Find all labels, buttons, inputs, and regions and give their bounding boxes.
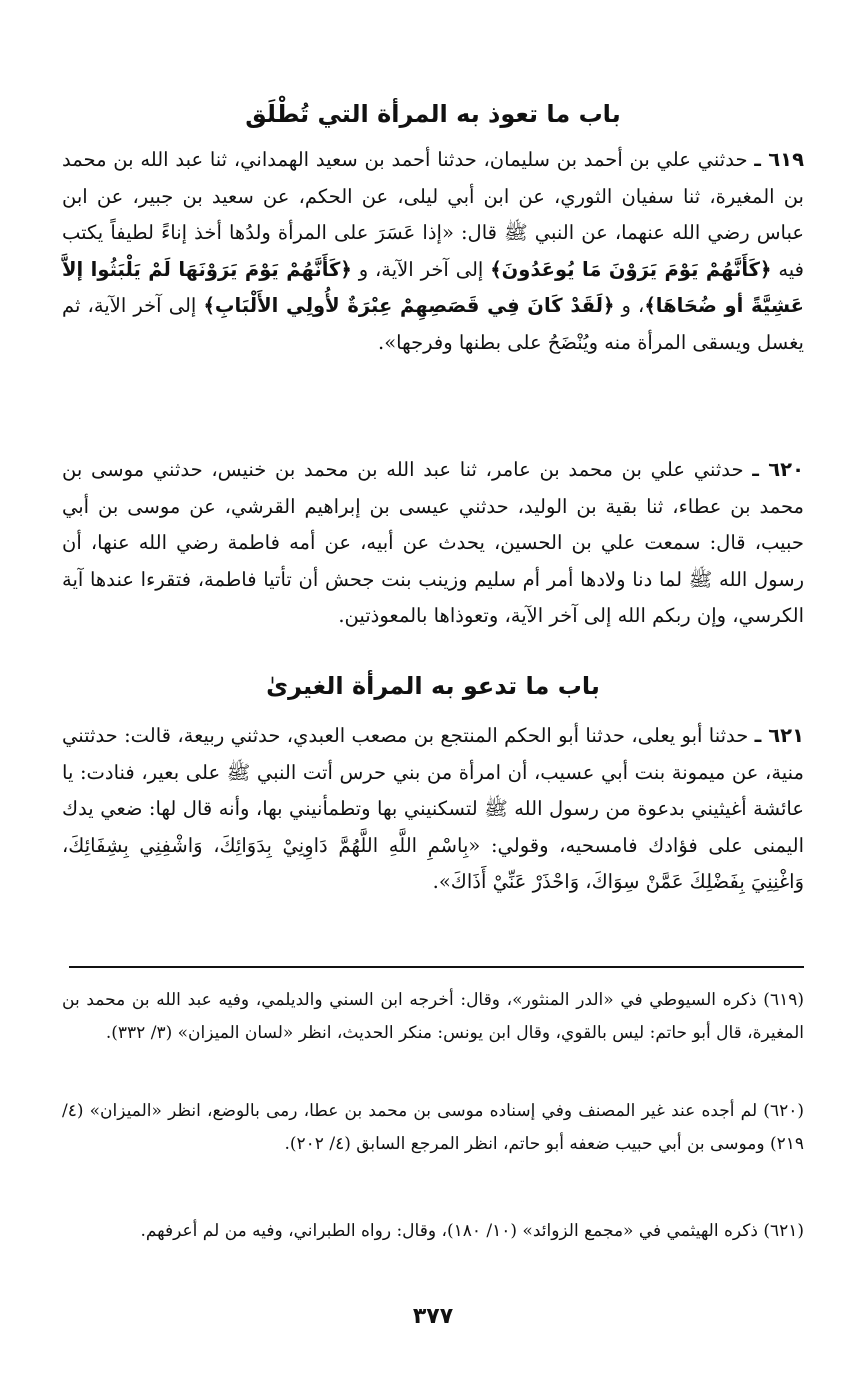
footnote-divider <box>69 966 804 968</box>
hadith-text: إلى آخر الآية، و <box>358 257 484 281</box>
quran-verse: ﴿لَقَدْ كَانَ فِي قَصَصِهِمْ عِبْرَةٌ لأُولِي الأَلْبَابِ﴾ <box>203 294 615 317</box>
chapter-heading: باب ما تعوذ به المرأة التي تُطْلَق <box>245 100 621 128</box>
hadith-text: إلى آخر الآية، ثم يغسل ويسقى المرأة منه ويُنْضَحُ على بطنها وفرجها». <box>62 294 804 354</box>
quran-verse: ﴿كَأَنَّهُمْ يَوْمَ يَرَوْنَ مَا يُوعَدُونَ﴾ <box>490 257 772 281</box>
chapter-heading: باب ما تدعو به المرأة الغيرىٰ <box>266 672 600 700</box>
hadith-text: حدثني علي بن محمد بن عامر، ثنا عبد الله بن محمد بن خنيس، حدثني موسى بن محمد بن عطاء، ثنا بقية بن الوليد، حدثني عيسى بن إبراهيم القرشي، عن موسى بن أبي حبيب، قال: سمعت علي بن الحسين، يحدث عن أبيه، عن أمه فاطمة رضي الله عنها، أن رسول الله ﷺ لما دنا ولادها أمر أم سليم وزينب بنت جحش أن تأتيا فاطمة، فتقرءا عندها آية الكرسي، وإن ربكم الله إلى آخر الآية، وتعوذاها بالمعوذتين. <box>62 458 804 627</box>
quran-verse: ﴿كَأَنَّهُمْ يَوْمَ يَرَوْنَهَا لَمْ يَلْبَثُوا إلاَّ عَشِيَّةً أو ضُحَاهَا﴾ <box>62 257 805 317</box>
hadith-number: ٦١٩ ـ <box>754 148 804 171</box>
hadith-620 <box>62 452 804 635</box>
hadith-text: ، و <box>621 294 645 317</box>
footnote-619: (٦١٩) ذكره السيوطي في «الدر المنثور»، وقال: أخرجه ابن السني والديلمي، وفيه عبد الله بن محمد بن المغيرة، قال أبو حاتم: ليس بالقوي، وقال ابن يونس: منكر الحديث، انظر «لسان الميزان» (٣/ ٣٣٢). <box>62 990 804 1043</box>
book-page <box>62 0 804 1377</box>
hadith-text: حدثني علي بن أحمد بن سليمان، حدثنا أحمد بن سعيد الهمداني، ثنا عبد الله بن محمد بن المغيرة، ثنا سفيان الثوري، عن ابن أبي ليلى، عن الحكم، عن سعيد بن جبير، عن ابن عباس رضي الله عنهما، عن النبي ﷺ قال: «إذا عَسَرَ على المرأة ولدُها أخذ إناءً لطيفاً يكتب فيه <box>62 148 804 281</box>
hadith-number: ٦٢٠ ـ <box>752 458 804 481</box>
hadith-number: ٦٢١ ـ <box>754 724 804 747</box>
hadith-619 <box>62 142 804 361</box>
supplication-text: «بِاسْمِ اللَّهِ اللَّهُمَّ دَاوِنِيْ بِدَوَائِكَ، وَاشْفِنِي بِشِفَائِكَ، وَاغْنِنِيَ بِفَضْلِكَ عَمَّنْ سِوَاكَ، وَاحْذَرْ عَنِّيْ أَذَاكَ» <box>62 833 804 893</box>
hadith-621 <box>62 718 804 901</box>
page-number: ٣٧٧ <box>412 1304 454 1329</box>
hadith-text: حدثنا أبو يعلى، حدثنا أبو الحكم المنتجع بن مصعب العبدي، حدثني ربيعة، قالت: حدثتني منية، عن ميمونة بنت أبي عسيب، أن امرأة من بني حرس أتت النبي ﷺ على بعير، فنادت: يا عائشة أغيثيني بدعوة من رسول الله ﷺ لتسكنيني بها وتطمأنيني بها، وأنه قال لها: ضعي يدك اليمنى على فؤادك فامسحيه، وقولي: <box>62 724 804 857</box>
hadith-text: . <box>432 870 439 893</box>
footnote-621: (٦٢١) ذكره الهيثمي في «مجمع الزوائد» (١٠/ ١٨٠)، وقال: رواه الطبراني، وفيه من لم أعرفهم. <box>140 1221 804 1241</box>
footnote-620: (٦٢٠) لم أجده عند غير المصنف وفي إسناده موسى بن محمد بن عطا، رمى بالوضع، انظر «الميزان» (٤/ ٢١٩) وموسى بن أبي حبيب ضعفه أبو حاتم، انظر المرجع السابق (٤/ ٢٠٢). <box>62 1101 804 1154</box>
